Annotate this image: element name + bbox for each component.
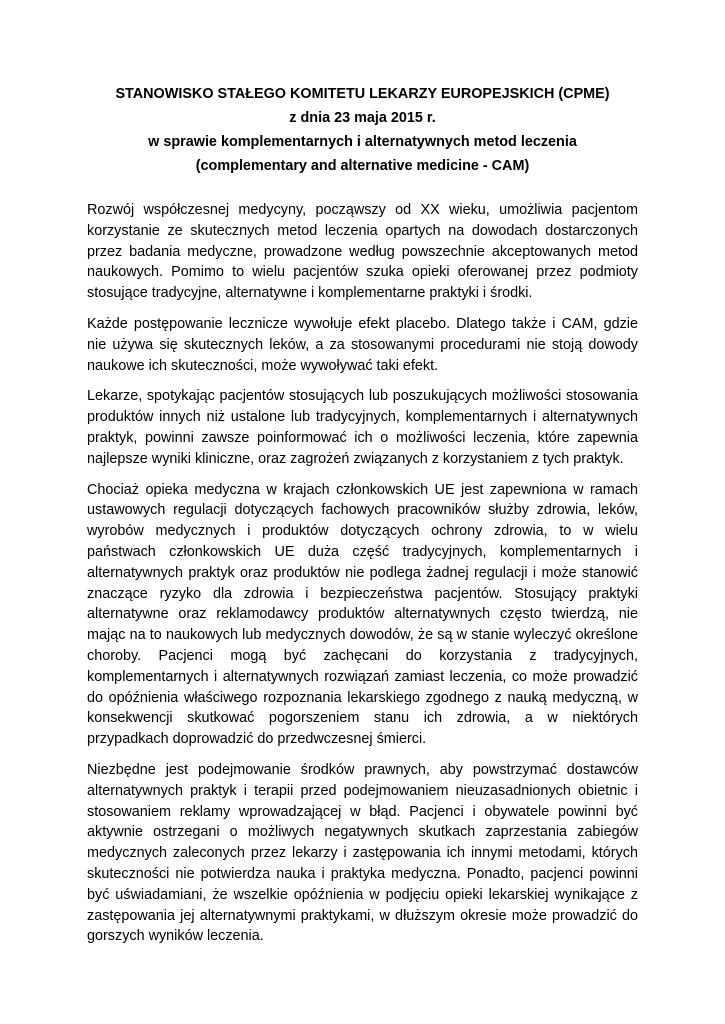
- title-line-date: z dnia 23 maja 2015 r.: [289, 110, 436, 126]
- document-title: [87, 82, 638, 178]
- title-line-subject-english: (complementary and alternative medicine - CAM): [195, 158, 530, 174]
- title-line-subject: w sprawie komplementarnych i alternatywnych metod leczenia: [148, 134, 577, 150]
- title-line-organization: STANOWISKO STAŁEGO KOMITETU LEKARZY EUROPEJSKICH (CPME): [115, 86, 610, 102]
- paragraph-3: Lekarze, spotykając pacjentów stosujących lub poszukujących możliwości stosowania produktów innych niż ustalone lub tradycyjnych, komplementarnych i alternatywnych praktyk, powinni zawsze poinformować ich o możliwości leczenia, które zapewnia najlepsze wyniki kliniczne, oraz zagrożeń związanych z korzystaniem z tych praktyk.: [87, 388, 638, 467]
- paragraph-2: Każde postępowanie lecznicze wywołuje efekt placebo. Dlatego także i CAM, gdzie nie używa się skutecznych leków, a za stosowanymi procedurami nie stoją dowody naukowe ich skuteczności, może wywoływać taki efekt.: [87, 315, 638, 374]
- paragraph-1: Rozwój współczesnej medycyny, począwszy od XX wieku, umożliwia pacjentom korzystanie ze skutecznych metod leczenia opartych na dowodach dostarczonych przez badania medyczne, prowadzone według powszechnie akceptowanych metod naukowych. Pomimo to wielu pacjentów szuka opieki oferowanej przez podmioty stosujące tradycyjne, alternatywne i komplementarne praktyki i środki.: [87, 202, 638, 302]
- paragraph-5: Niezbędne jest podejmowanie środków prawnych, aby powstrzymać dostawców alternatywnych praktyk i terapii przed podejmowaniem nieuzasadnionych obietnic i stosowaniem reklamy wprowadzającej w błąd. Pacjenci i obywatele powinni być aktywnie ostrzegani o możliwych negatywnych skutkach zaprzestania zabiegów medycznych zaleconych przez lekarzy i zastępowania ich innymi metodami, których skuteczności nie potwierdza nauka i praktyka medyczna. Ponadto, pacjenci powinni być uświadamiani, że wszelkie opóźnienia w podjęciu opieki lekarskiej wynikające z zastępowania jej alternatywnymi praktykami, w dłuższym okresie może prowadzić do gorszych wyników leczenia.: [87, 761, 638, 945]
- paragraph-4: Chociaż opieka medyczna w krajach członkowskich UE jest zapewniona w ramach ustawowych regulacji dotyczących fachowych pracowników służby zdrowia, leków, wyrobów medycznych i produktów dotyczących ochrony zdrowia, to w wielu państwach członkowskich UE duża część tradycyjnych, komplementarnych i alternatywnych praktyk oraz produktów nie podlega żadnej regulacji i może stanowić znaczące ryzyko dla zdrowia i bezpieczeństwa pacjentów. Stosujący praktyki alternatywne oraz reklamodawcy produktów alternatywnych często twierdzą, nie mając na to naukowych lub medycznych dowodów, że są w stanie wyleczyć określone choroby. Pacjenci mogą być zachęcani do korzystania z tradycyjnych, komplementarnych i alternatywnych rozwiązań zamiast leczenia, co może prowadzić do opóźnienia właściwego rozpoznania lekarskiego zgodnego z nauką medyczną, w konsekwencji skutkować pogorszeniem stanu ich zdrowia, a w niektórych przypadkach doprowadzić do przedwczesnej śmierci.: [87, 481, 638, 748]
